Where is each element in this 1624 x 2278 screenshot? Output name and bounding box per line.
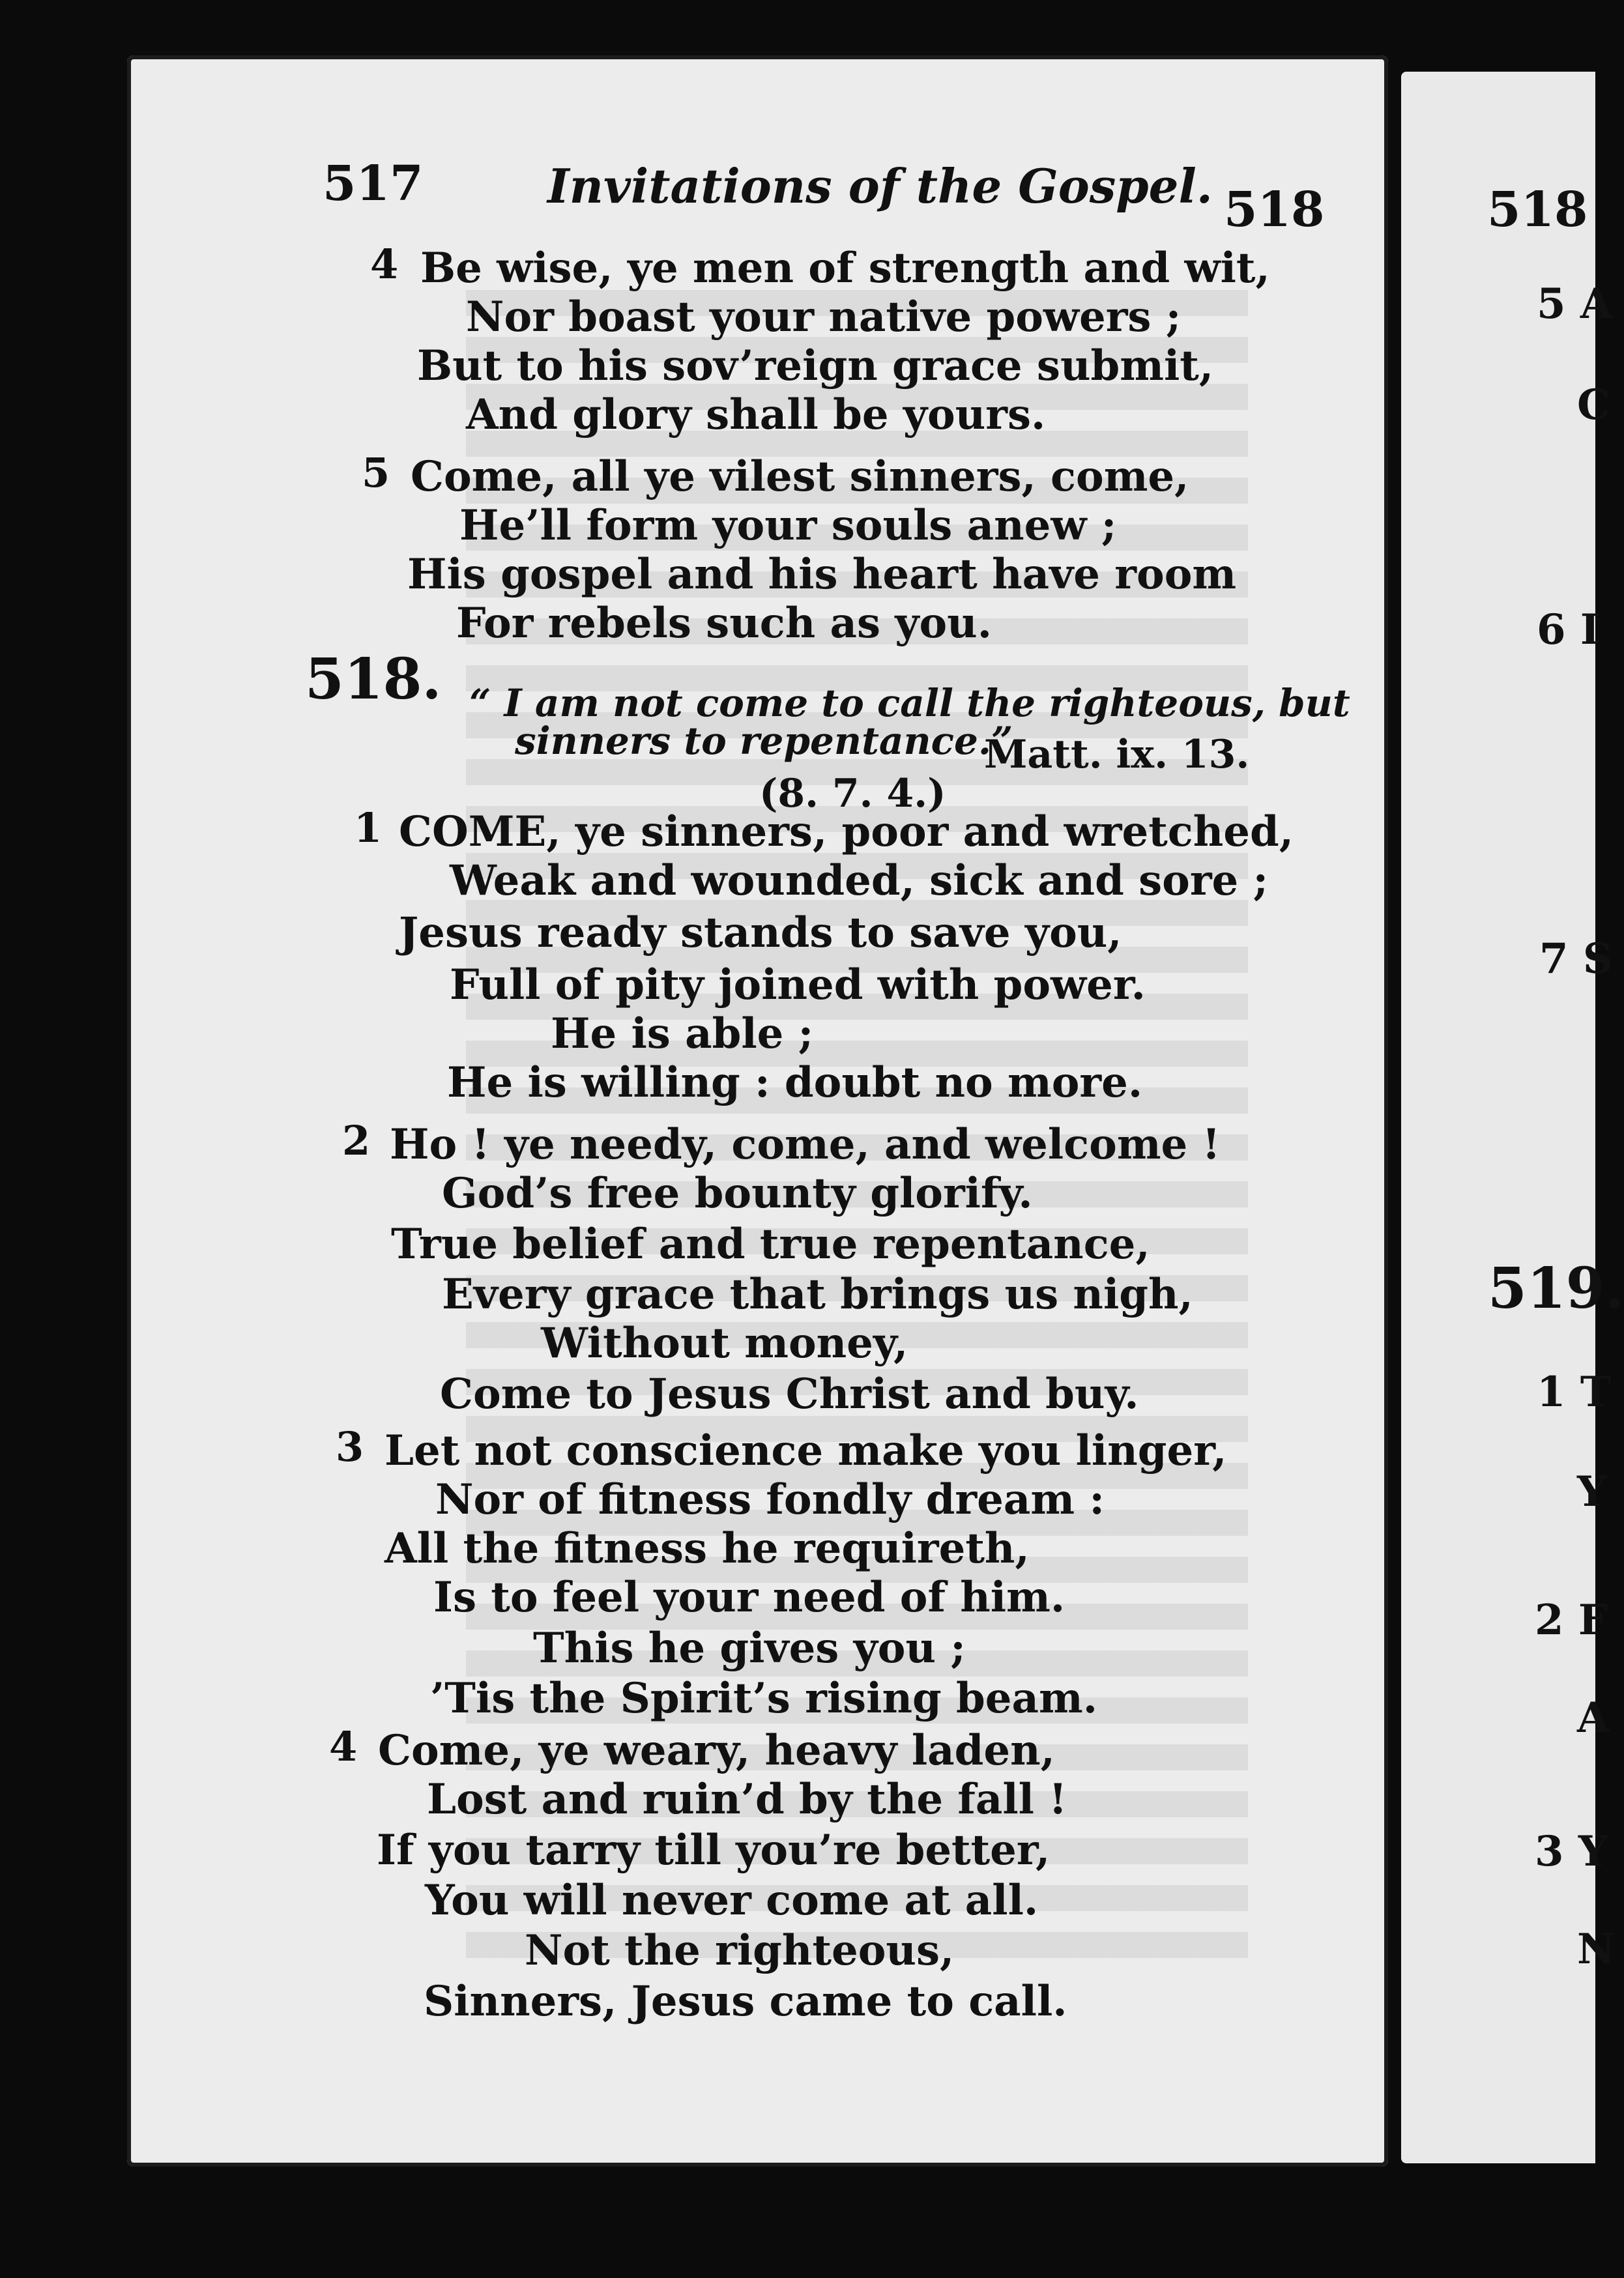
edge-fragment: C	[1577, 381, 1610, 429]
verse-number: 4	[370, 240, 399, 288]
verse-line: Nor boast your native powers ;	[466, 293, 1182, 341]
verse-line: He is willing : doubt no more.	[447, 1058, 1143, 1107]
verse-number: 5	[362, 449, 390, 497]
verse-line: Without money,	[541, 1319, 908, 1368]
edge-fragment: A	[1577, 1694, 1610, 1742]
verse-line: Weak and wounded, sick and sore ;	[450, 856, 1269, 905]
verse-line: Come, all ye vilest sinners, come,	[411, 452, 1189, 501]
scripture-reference: Matt. ix. 13.	[984, 732, 1250, 777]
verse-line: Come to Jesus Christ and buy.	[440, 1370, 1139, 1419]
verse-line: But to his sov’reign grace submit,	[417, 341, 1214, 390]
edge-fragment: N	[1577, 1925, 1616, 1974]
verse-line: Is to feel your need of him.	[433, 1573, 1066, 1622]
right-page-number: 518	[1224, 182, 1325, 238]
verse-line: Every grace that brings us nigh,	[442, 1270, 1193, 1319]
hymn-number: 518.	[305, 646, 442, 712]
verse-line: Lost and ruin’d by the fall !	[427, 1775, 1067, 1824]
edge-fragment: Y	[1577, 1467, 1607, 1516]
edge-hymn-number: 519.	[1488, 1256, 1624, 1321]
verse-line: Full of pity joined with power.	[450, 960, 1146, 1009]
verse-line: True belief and true repentance,	[391, 1220, 1150, 1269]
running-title: Invitations of the Gospel.	[547, 158, 1213, 214]
verse-number: 3	[336, 1423, 364, 1471]
verse-number: 1	[354, 804, 383, 852]
edge-fragment: 5 A	[1537, 280, 1613, 328]
epigraph-line-1: “ I am not come to call the righteous, but	[469, 681, 1350, 725]
verse-line: Ho ! ye needy, come, and welcome !	[390, 1120, 1221, 1169]
next-page-number: 518	[1487, 182, 1588, 238]
verse-line: If you tarry till you’re better,	[377, 1826, 1051, 1875]
verse-line: Let not conscience make you linger,	[384, 1426, 1227, 1475]
verse-line: COME, ye sinners, poor and wretched,	[399, 807, 1294, 856]
verse-line: He’ll form your souls anew ;	[459, 501, 1117, 550]
edge-fragment: 1 T	[1537, 1368, 1612, 1417]
verse-line: You will never come at all.	[425, 1876, 1039, 1925]
verse-line: This he gives you ;	[533, 1624, 966, 1673]
verse-number: 2	[342, 1117, 371, 1164]
verse-line: Sinners, Jesus came to call.	[424, 1977, 1067, 2026]
edge-fragment: 7 S	[1539, 934, 1614, 983]
verse-line: Be wise, ye men of strength and wit,	[420, 244, 1270, 293]
meter: (8. 7. 4.)	[759, 771, 946, 816]
verse-line: Not the righteous,	[525, 1926, 955, 1975]
verse-line: Come, ye weary, heavy laden,	[378, 1726, 1055, 1775]
verse-line: Nor of fitness fondly dream :	[435, 1475, 1105, 1524]
epigraph-line-2: sinners to repentance.”	[515, 719, 1013, 763]
edge-fragment: 6 I	[1537, 605, 1600, 654]
verse-line: Jesus ready stands to save you,	[399, 908, 1122, 957]
verse-line: His gospel and his heart have room	[407, 550, 1237, 599]
left-page-number: 517	[323, 156, 424, 212]
edge-fragment: 2 F	[1535, 1596, 1608, 1645]
verse-line: And glory shall be yours.	[466, 390, 1046, 439]
verse-number: 4	[329, 1723, 358, 1770]
verse-line: For rebels such as you.	[456, 599, 992, 648]
edge-fragment: 3 Y	[1535, 1827, 1608, 1876]
verse-line: He is able ;	[551, 1009, 814, 1058]
verse-line: All the fitness he requireth,	[384, 1524, 1030, 1573]
verse-line: ’Tis the Spirit’s rising beam.	[430, 1674, 1097, 1723]
verse-line: God’s free bounty glorify.	[442, 1169, 1033, 1218]
